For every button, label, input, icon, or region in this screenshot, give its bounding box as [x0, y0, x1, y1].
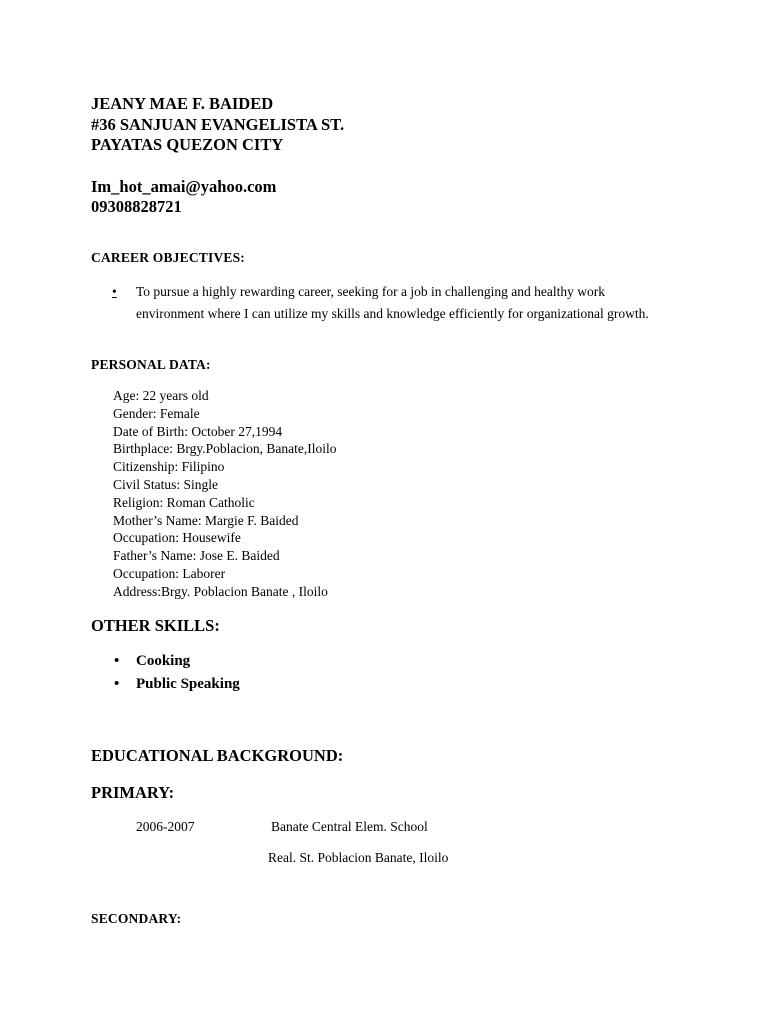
personal-data-father-occupation: Occupation: Laborer — [113, 565, 226, 581]
address-line-1: #36 SANJUAN EVANGELISTA ST. — [91, 114, 345, 134]
skills-list — [112, 650, 240, 696]
primary-heading: PRIMARY: — [91, 783, 175, 802]
bullet-icon: • — [114, 676, 120, 692]
other-skills-heading: OTHER SKILLS: — [91, 616, 220, 635]
personal-data-mother-occupation: Occupation: Housewife — [113, 530, 241, 546]
personal-data-age: Age: 22 years old — [113, 388, 209, 403]
primary-school-name: Banate Central Elem. School — [271, 819, 428, 834]
primary-school-address: Real. St. Poblacion Banate, Iloilo — [268, 850, 449, 865]
personal-data-birthdate: Date of Birth: October 27,1994 — [113, 423, 283, 439]
skill-label: Cooking — [136, 653, 191, 669]
skill-item — [112, 650, 240, 673]
skill-label: Public Speaking — [136, 676, 240, 692]
secondary-heading: SECONDARY: — [91, 911, 182, 926]
personal-data-address: Address:Brgy. Poblacion Banate , Iloilo — [113, 583, 328, 599]
personal-data-father-name: Father’s Name: Jose E. Baided — [113, 548, 280, 564]
primary-year: 2006-2007 — [136, 819, 195, 834]
personal-data-citizenship: Citizenship: Filipino — [113, 459, 225, 475]
skill-item — [112, 673, 240, 696]
personal-data-mother-name: Mother’s Name: Margie F. Baided — [113, 512, 299, 528]
personal-data-birthplace: Birthplace: Brgy.Poblacion, Banate,Iloilo — [113, 441, 337, 457]
personal-data-list — [113, 387, 336, 601]
career-objective-item — [112, 281, 672, 324]
personal-data-heading: PERSONAL DATA: — [91, 357, 211, 372]
email-address: Im_hot_amai@yahoo.com — [91, 176, 277, 196]
personal-data-civil-status: Civil Status: Single — [113, 476, 219, 492]
career-objectives-heading: CAREER OBJECTIVES: — [91, 250, 246, 265]
bullet-icon: • — [114, 653, 120, 669]
personal-data-gender: Gender: Female — [113, 405, 200, 421]
phone-number: 09308828721 — [91, 197, 182, 216]
applicant-name: JEANY MAE F. BAIDED — [91, 94, 274, 113]
resume-header — [91, 94, 344, 218]
bullet-icon: • — [112, 284, 117, 299]
educational-background-heading: EDUCATIONAL BACKGROUND: — [91, 746, 344, 765]
address-line-2: PAYATAS QUEZON CITY — [91, 135, 284, 154]
personal-data-religion: Religion: Roman Catholic — [113, 494, 255, 510]
career-objective-text: To pursue a highly rewarding career, seeking for a job in challenging and healthy work environment where I can utilize my skills and knowledge efficiently for organizational growth. — [136, 284, 649, 321]
